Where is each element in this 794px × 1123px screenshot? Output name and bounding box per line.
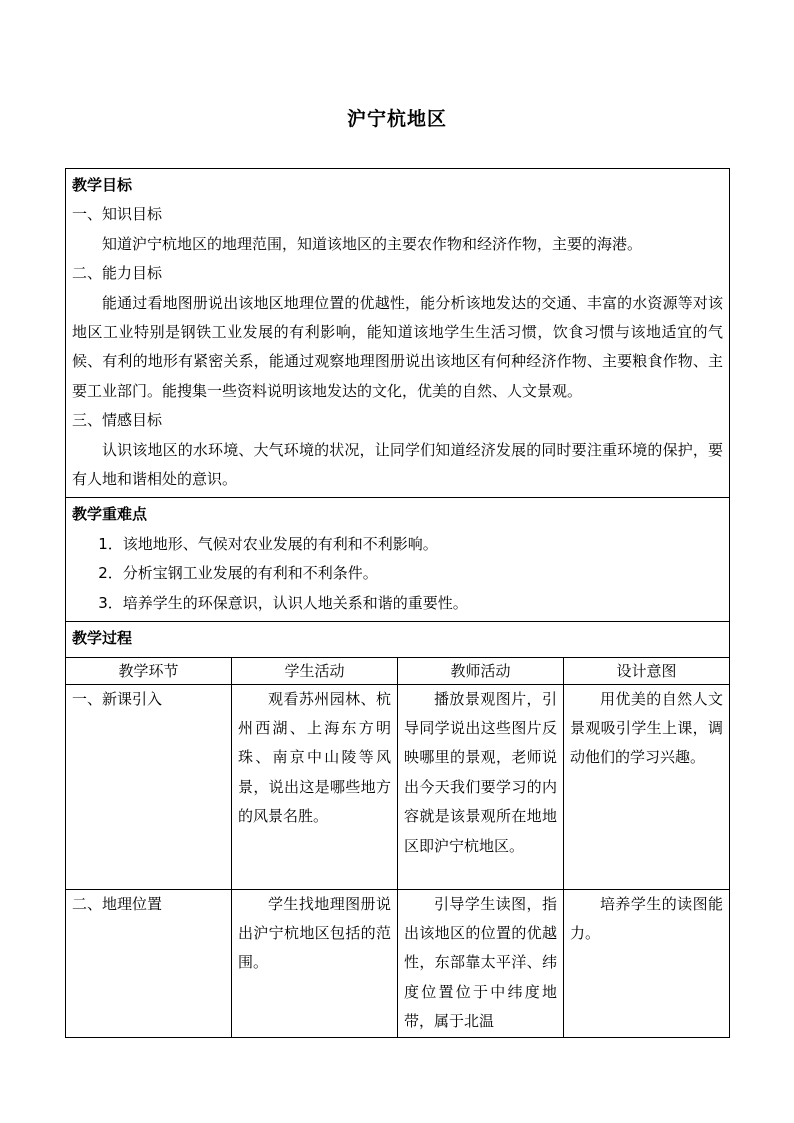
knowledge-heading: 一、知识目标: [72, 205, 163, 224]
column-header-student: 学生活动: [232, 657, 398, 684]
knowledge-text: 知道沪宁杭地区的地理范围，知道该地区的主要农作物和经济作物，主要的海港。: [102, 234, 643, 253]
ability-heading: 二、能力目标: [72, 264, 163, 283]
design-intent-cell: [564, 684, 730, 889]
stage-cell: [66, 684, 232, 889]
student-activity-cell: [232, 889, 398, 1037]
objectives-section: [66, 169, 730, 498]
teacher-activity-text: 播放景观图片，引导同学说出这些图片反映哪里的景观，老师说出今天我们要学习的内容就是该景观所在地地区即沪宁杭地区。: [404, 689, 557, 855]
key-points-heading: 教学重难点: [72, 505, 148, 524]
column-header-teacher: 教师活动: [398, 657, 564, 684]
page-title: 沪宁杭地区: [346, 108, 447, 130]
lesson-plan-table: [65, 168, 730, 1038]
column-header-stage: 教学环节: [66, 657, 232, 684]
table-row: [66, 684, 730, 889]
process-heading-row: [66, 622, 730, 657]
teacher-activity-text: 引导学生读图，指出该地区的位置的优越性，东部靠太平洋、纬度位置位于中纬度地带，属于北温: [404, 894, 557, 1031]
key-point-item: 2．分析宝钢工业发展的有利和不利条件。: [98, 564, 378, 583]
process-heading-cell: [66, 622, 730, 657]
key-points-section: [66, 498, 730, 622]
key-point-item: 3．培养学生的环保意识，认识人地关系和谐的重要性。: [98, 593, 468, 612]
objectives-cell: [66, 169, 730, 498]
objectives-heading: 教学目标: [72, 176, 133, 194]
stage-text: 一、新课引入: [72, 689, 163, 708]
key-point-item: 1．该地地形、气候对农业发展的有利和不利影响。: [98, 534, 438, 553]
design-intent-text: 用优美的自然人文景观吸引学生上课，调动他们的学习兴趣。: [570, 689, 724, 767]
ability-text: 能通过看地图册说出该地区地理位置的优越性，能分析该地发达的交通、丰富的水资源等对该地区工业特别是钢铁工业发展的有利影响，能知道该地学生生活习惯，饮食习惯与该地适宜的气候、有利的地形有紧密关系，能通过观察地理图册说出该地区有何种经济作物、主要粮食作物、主要工业部门。能搜集一些资料说明该地发达的文化，优美的自然、人文景观。: [72, 293, 724, 400]
column-header-intent: 设计意图: [564, 657, 730, 684]
student-activity-text: 观看苏州园林、杭州西湖、上海东方明珠、南京中山陵等风景，说出这是哪些地方的风景名胜。: [238, 689, 391, 826]
student-activity-text: 学生找地理图册说出沪宁杭地区包括的范围。: [238, 894, 391, 972]
design-intent-cell: [564, 889, 730, 1037]
emotion-heading: 三、情感目标: [72, 411, 163, 430]
table-row: [66, 889, 730, 1037]
process-column-header-row: [66, 657, 730, 684]
stage-cell: [66, 889, 232, 1037]
design-intent-text: 培养学生的读图能力。: [570, 894, 724, 942]
emotion-text: 认识该地区的水环境、大气环境的状况，让同学们知道经济发展的同时要注重环境的保护，要有人地和谐相处的意识。: [72, 440, 724, 489]
stage-text: 二、地理位置: [72, 894, 163, 913]
teacher-activity-cell: [398, 889, 564, 1037]
student-activity-cell: [232, 684, 398, 889]
key-points-cell: [66, 498, 730, 622]
teacher-activity-cell: [398, 684, 564, 889]
process-heading: 教学过程: [72, 629, 133, 648]
